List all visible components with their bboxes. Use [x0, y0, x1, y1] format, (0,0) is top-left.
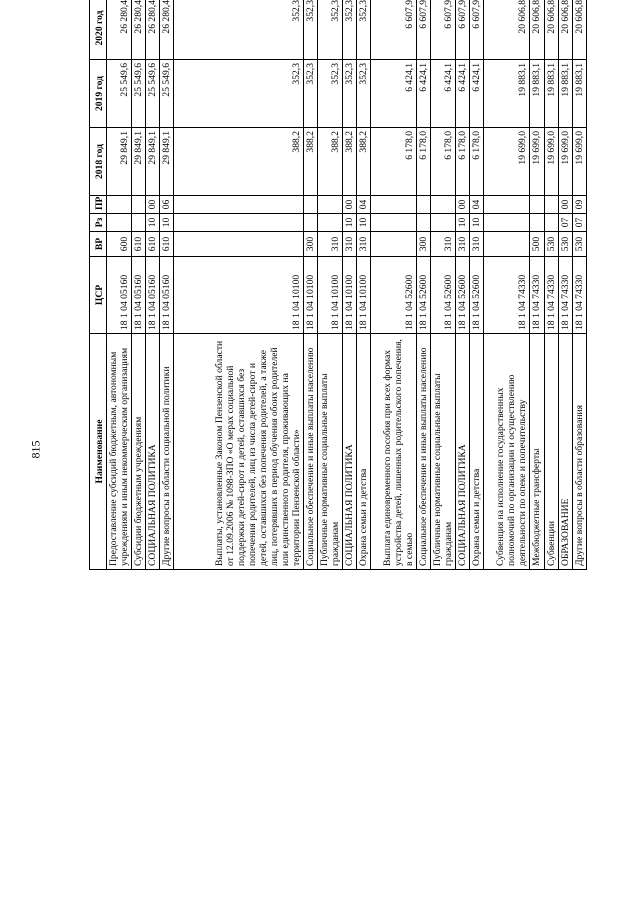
table-cell: 18 1 04 52600: [431, 257, 456, 334]
table-cell: 10: [160, 214, 174, 232]
budget-table: [89, 0, 587, 570]
table-cell: [530, 196, 544, 214]
table-cell: 29 849,1: [146, 128, 160, 196]
table-cell: [318, 196, 343, 214]
table-cell: [318, 214, 343, 232]
table-cell: Социальное обеспечение и иные выплаты населению: [417, 334, 431, 570]
table-cell: 18 1 04 10100: [343, 257, 357, 334]
table-cell: 18 1 04 05160: [107, 257, 132, 334]
table-cell: [431, 196, 456, 214]
table-cell: [484, 232, 530, 257]
table-cell: 530: [544, 232, 558, 257]
column-header: 2020 год: [90, 0, 107, 60]
table-cell: 25 549,6: [107, 60, 132, 128]
table-cell: [544, 214, 558, 232]
table-cell: 18 1 04 74330: [530, 257, 544, 334]
table-cell: 09: [572, 196, 586, 214]
column-header: ВР: [90, 232, 107, 257]
table-cell: 388,2: [318, 128, 343, 196]
table-cell: 20 606,8: [484, 0, 530, 60]
table-cell: 19 699,0: [544, 128, 558, 196]
table-row: [484, 0, 530, 570]
table-cell: 352,3: [343, 0, 357, 60]
table-row: [530, 0, 544, 570]
table-row: [304, 0, 318, 570]
table-cell: Социальное обеспечение и иные выплаты населению: [304, 334, 318, 570]
table-cell: [544, 196, 558, 214]
table-cell: 310: [343, 232, 357, 257]
table-cell: 10: [456, 214, 470, 232]
table-cell: [371, 214, 417, 232]
table-cell: 610: [146, 232, 160, 257]
table-cell: 6 607,9: [417, 0, 431, 60]
column-header: Рз: [90, 214, 107, 232]
table-row: [174, 0, 304, 570]
table-cell: Выплаты, установленные Законом Пензенской области от 12.09.2006 № 1098-ЗПО «О мерах социальной поддержки детей-сирот и детей, оставшихся без попечения родителей, лиц из числа детей-сирот и детей, оставшихся без попечения родителей, а также лиц, потерявших в период обучения обоих родителей или единственного родителя, проживающих на территории Пензенской области»: [174, 334, 304, 570]
table-cell: 530: [572, 232, 586, 257]
table-cell: [484, 196, 530, 214]
table-cell: [417, 214, 431, 232]
table-cell: 6 178,0: [431, 128, 456, 196]
table-cell: 20 606,8: [572, 0, 586, 60]
table-row: [417, 0, 431, 570]
table-cell: 352,3: [304, 60, 318, 128]
table-body: [107, 0, 587, 570]
table-cell: 25 549,6: [160, 60, 174, 128]
table-cell: Межбюджетные трансферты: [530, 334, 544, 570]
table-cell: 10: [343, 214, 357, 232]
table-cell: Субвенции: [544, 334, 558, 570]
table-cell: Охрана семьи и детства: [470, 334, 484, 570]
table-row: [431, 0, 456, 570]
table-cell: 18 1 04 74330: [572, 257, 586, 334]
table-cell: Публичные нормативные социальные выплаты гражданам: [431, 334, 456, 570]
table-cell: 6 178,0: [470, 128, 484, 196]
table-cell: [484, 214, 530, 232]
table-cell: Публичные нормативные социальные выплаты гражданам: [318, 334, 343, 570]
table-row: [146, 0, 160, 570]
table-cell: ОБРАЗОВАНИЕ: [558, 334, 572, 570]
table-cell: [304, 196, 318, 214]
table-cell: 20 606,8: [558, 0, 572, 60]
table-cell: 388,2: [304, 128, 318, 196]
table-cell: 00: [146, 196, 160, 214]
table-cell: 388,2: [357, 128, 371, 196]
table-cell: [174, 196, 304, 214]
table-cell: Охрана семьи и детства: [357, 334, 371, 570]
table-row: [470, 0, 484, 570]
table-row: [371, 0, 417, 570]
table-row: [572, 0, 586, 570]
table-cell: 352,3: [318, 60, 343, 128]
column-header: ЦСР: [90, 257, 107, 334]
table-cell: 19 883,1: [484, 60, 530, 128]
table-cell: 20 606,8: [530, 0, 544, 60]
table-cell: [371, 232, 417, 257]
table-cell: [417, 196, 431, 214]
table-cell: 00: [558, 196, 572, 214]
table-cell: 6 178,0: [456, 128, 470, 196]
table-cell: 07: [572, 214, 586, 232]
table-cell: 29 849,1: [132, 128, 146, 196]
table-row: [160, 0, 174, 570]
table-cell: 26 280,4: [160, 0, 174, 60]
table-cell: [530, 214, 544, 232]
table-cell: Другие вопросы в области социальной политики: [160, 334, 174, 570]
table-cell: [174, 214, 304, 232]
table-row: [558, 0, 572, 570]
table-cell: СОЦИАЛЬНАЯ ПОЛИТИКА: [343, 334, 357, 570]
table-cell: 18 1 04 52600: [470, 257, 484, 334]
table-cell: 310: [470, 232, 484, 257]
table-cell: 19 699,0: [572, 128, 586, 196]
table-cell: 18 1 04 10100: [357, 257, 371, 334]
table-cell: 04: [357, 196, 371, 214]
table-cell: 352,3: [318, 0, 343, 60]
table-cell: 6 607,9: [371, 0, 417, 60]
table-cell: 352,3: [174, 0, 304, 60]
table-cell: СОЦИАЛЬНАЯ ПОЛИТИКА: [146, 334, 160, 570]
table-cell: Выплата единовременного пособия при всех формах устройства детей, лишенных родительского попечения, в семью: [371, 334, 417, 570]
table-row: [357, 0, 371, 570]
table-cell: Другие вопросы в области образования: [572, 334, 586, 570]
table-cell: 300: [417, 232, 431, 257]
table-cell: 10: [146, 214, 160, 232]
table-cell: 18 1 04 05160: [132, 257, 146, 334]
table-cell: 6 178,0: [371, 128, 417, 196]
table-cell: [431, 214, 456, 232]
table-cell: 18 1 04 52600: [456, 257, 470, 334]
table-cell: 18 1 04 74330: [484, 257, 530, 334]
table-cell: 07: [558, 214, 572, 232]
table-cell: 00: [456, 196, 470, 214]
table-cell: [132, 196, 146, 214]
table-cell: 10: [357, 214, 371, 232]
table-cell: 600: [107, 232, 132, 257]
table-cell: 18 1 04 05160: [160, 257, 174, 334]
table-cell: 6 607,9: [431, 0, 456, 60]
table-cell: 19 699,0: [484, 128, 530, 196]
table-cell: 610: [132, 232, 146, 257]
table-cell: Субсидии бюджетным учреждениям: [132, 334, 146, 570]
table-cell: 19 883,1: [558, 60, 572, 128]
table-cell: [107, 196, 132, 214]
table-row: [132, 0, 146, 570]
table-cell: 310: [318, 232, 343, 257]
table-cell: 19 883,1: [572, 60, 586, 128]
table-cell: 19 883,1: [544, 60, 558, 128]
table-cell: 6 424,1: [431, 60, 456, 128]
table-cell: 26 280,4: [107, 0, 132, 60]
table-cell: 19 883,1: [530, 60, 544, 128]
column-header: 2018 год: [90, 128, 107, 196]
table-cell: 352,3: [357, 60, 371, 128]
table-cell: Субвенция на исполнение государственных полномочий по организации и осуществлению деятельности по опеке и попечительству: [484, 334, 530, 570]
table-row: [107, 0, 132, 570]
table-cell: 388,2: [174, 128, 304, 196]
table-cell: Предоставление субсидий бюджетным, автономным учреждениям и иным некоммерческим организациям: [107, 334, 132, 570]
table-cell: 25 549,6: [146, 60, 160, 128]
table-row: [456, 0, 470, 570]
table-cell: 25 549,6: [132, 60, 146, 128]
table-cell: 352,3: [343, 60, 357, 128]
table-cell: 352,3: [357, 0, 371, 60]
table-cell: 18 1 04 10100: [304, 257, 318, 334]
table-cell: 6 424,1: [456, 60, 470, 128]
table-cell: 530: [558, 232, 572, 257]
table-row: [343, 0, 357, 570]
table-cell: 18 1 04 52600: [417, 257, 431, 334]
table-cell: 20 606,8: [544, 0, 558, 60]
table-cell: [174, 232, 304, 257]
table-row: [544, 0, 558, 570]
table-cell: СОЦИАЛЬНАЯ ПОЛИТИКА: [456, 334, 470, 570]
page-number: 815: [28, 440, 43, 459]
table-cell: 29 849,1: [107, 128, 132, 196]
table-cell: 06: [160, 196, 174, 214]
table-cell: 04: [470, 196, 484, 214]
table-cell: 10: [470, 214, 484, 232]
table-cell: 610: [160, 232, 174, 257]
table-cell: 300: [304, 232, 318, 257]
table-row: [318, 0, 343, 570]
table-cell: 310: [357, 232, 371, 257]
table-cell: [371, 196, 417, 214]
table-cell: 00: [343, 196, 357, 214]
column-header: Наименование: [90, 334, 107, 570]
column-header: 2019 год: [90, 60, 107, 128]
table-cell: 388,2: [343, 128, 357, 196]
table-cell: 310: [456, 232, 470, 257]
table-cell: [132, 214, 146, 232]
table-cell: 352,3: [304, 0, 318, 60]
table-cell: 18 1 04 74330: [558, 257, 572, 334]
table-cell: 18 1 04 74330: [544, 257, 558, 334]
table-cell: 19 699,0: [558, 128, 572, 196]
table-cell: 18 1 04 10100: [318, 257, 343, 334]
table-cell: 18 1 04 10100: [174, 257, 304, 334]
table-cell: 26 280,4: [132, 0, 146, 60]
table-cell: [107, 214, 132, 232]
table-cell: 6 607,9: [470, 0, 484, 60]
table-cell: 19 699,0: [530, 128, 544, 196]
table-cell: [304, 214, 318, 232]
table-cell: 352,3: [174, 60, 304, 128]
table-cell: 500: [530, 232, 544, 257]
table-cell: 26 280,4: [146, 0, 160, 60]
table-cell: 18 1 04 52600: [371, 257, 417, 334]
table-cell: 6 178,0: [417, 128, 431, 196]
table-cell: 29 849,1: [160, 128, 174, 196]
table-cell: 6 424,1: [417, 60, 431, 128]
table-cell: 6 607,9: [456, 0, 470, 60]
table-cell: 18 1 04 05160: [146, 257, 160, 334]
table-cell: 310: [431, 232, 456, 257]
table-header-row: [90, 0, 107, 570]
table-cell: 6 424,1: [470, 60, 484, 128]
table-cell: 6 424,1: [371, 60, 417, 128]
column-header: ПР: [90, 196, 107, 214]
